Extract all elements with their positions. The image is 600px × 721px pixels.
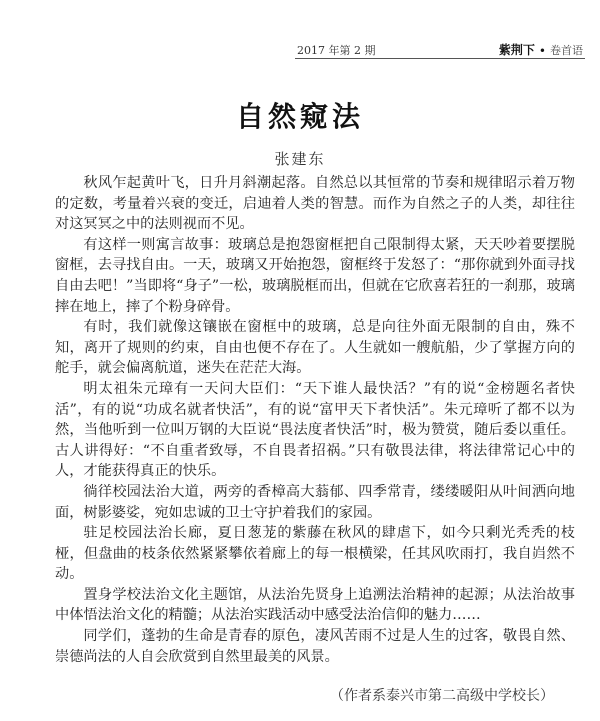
paragraph: 驻足校园法治长廊，夏日葱茏的紫藤在秋风的肆虐下，如今只剩光秃秃的枝桠，但盘曲的枝条依然紧紧攀依着廊上的每一根横梁，任其风吹雨打，我自岿然不动。 xyxy=(55,525,575,583)
article-content xyxy=(55,173,575,705)
issue-label: 2017 年第 2 期 xyxy=(297,44,376,57)
paragraph: 徜徉校园法治大道，两旁的香樟高大蓊郁、四季常青，缕缕暖阳从叶间洒向地面，树影婆娑，宛如忠诚的卫士守护着我们的家园。 xyxy=(55,483,575,521)
section-label: 卷首语 xyxy=(550,44,583,57)
paragraph: 秋风乍起黄叶飞，日升月斜潮起落。自然总以其恒常的节奏和规律昭示着万物的定数，考量着兴衰的变迁，启迪着人类的智慧。而作为自然之子的人类，却往往对这冥冥之中的法则视而不见。 xyxy=(55,175,575,233)
paragraph: 置身学校法治文化主题馆，从法治先贤身上追溯法治精神的起源；从法治故事中体悟法治文化的精髓；从法治实践活动中感受法治信仰的魅力…… xyxy=(55,586,575,624)
article-body xyxy=(55,173,575,667)
author-signature: （作者系泰兴市第二高级中学校长） xyxy=(330,688,554,705)
article-title: 自然窥法 xyxy=(235,100,364,133)
separator-dot: • xyxy=(538,44,546,58)
page-header xyxy=(295,40,585,59)
magazine-brand: 紫荆下 xyxy=(498,43,535,57)
article-author: 张建东 xyxy=(274,150,326,168)
paragraph: 有时，我们就像这镶嵌在窗框中的玻璃，总是向往外面无限制的自由，殊不知，离开了规则的约束，自由也便不存在了。人生就如一艘航船，少了掌握方向的舵手，就会偏离航道，迷失在茫茫大海。 xyxy=(55,319,575,377)
paragraph: 明太祖朱元璋有一天问大臣们：“天下谁人最快活？”有的说“金榜题名者快活”，有的说“功成名就者快活”，有的说“富甲天下者快活”。朱元璋听了都不以为然，当他听到一位叫万钢的大臣说“畏法度者快活”时，极为赞赏，随后委以重任。古人讲得好：“不自重者致辱，不自畏者招祸。”只有敬畏法律，将法律常记心中的人，才能获得真正的快乐。 xyxy=(55,380,575,480)
header-right-group xyxy=(499,41,585,58)
paragraph: 同学们，蓬勃的生命是青春的原色，凄风苦雨不过是人生的过客，敬畏自然、崇德尚法的人自会欣赏到自然里最美的风景。 xyxy=(55,628,575,665)
paragraph: 有这样一则寓言故事：玻璃总是抱怨窗框把自己限制得太紧，天天吵着要摆脱窗框，去寻找自由。一天，玻璃又开始抱怨，窗框终于发怒了：“那你就到外面寻找自由去吧！”当即将“身子”一松，玻璃脱框而出，但就在它欣喜若狂的一刹那，玻璃摔在地上，摔了个粉身碎骨。 xyxy=(55,236,575,315)
